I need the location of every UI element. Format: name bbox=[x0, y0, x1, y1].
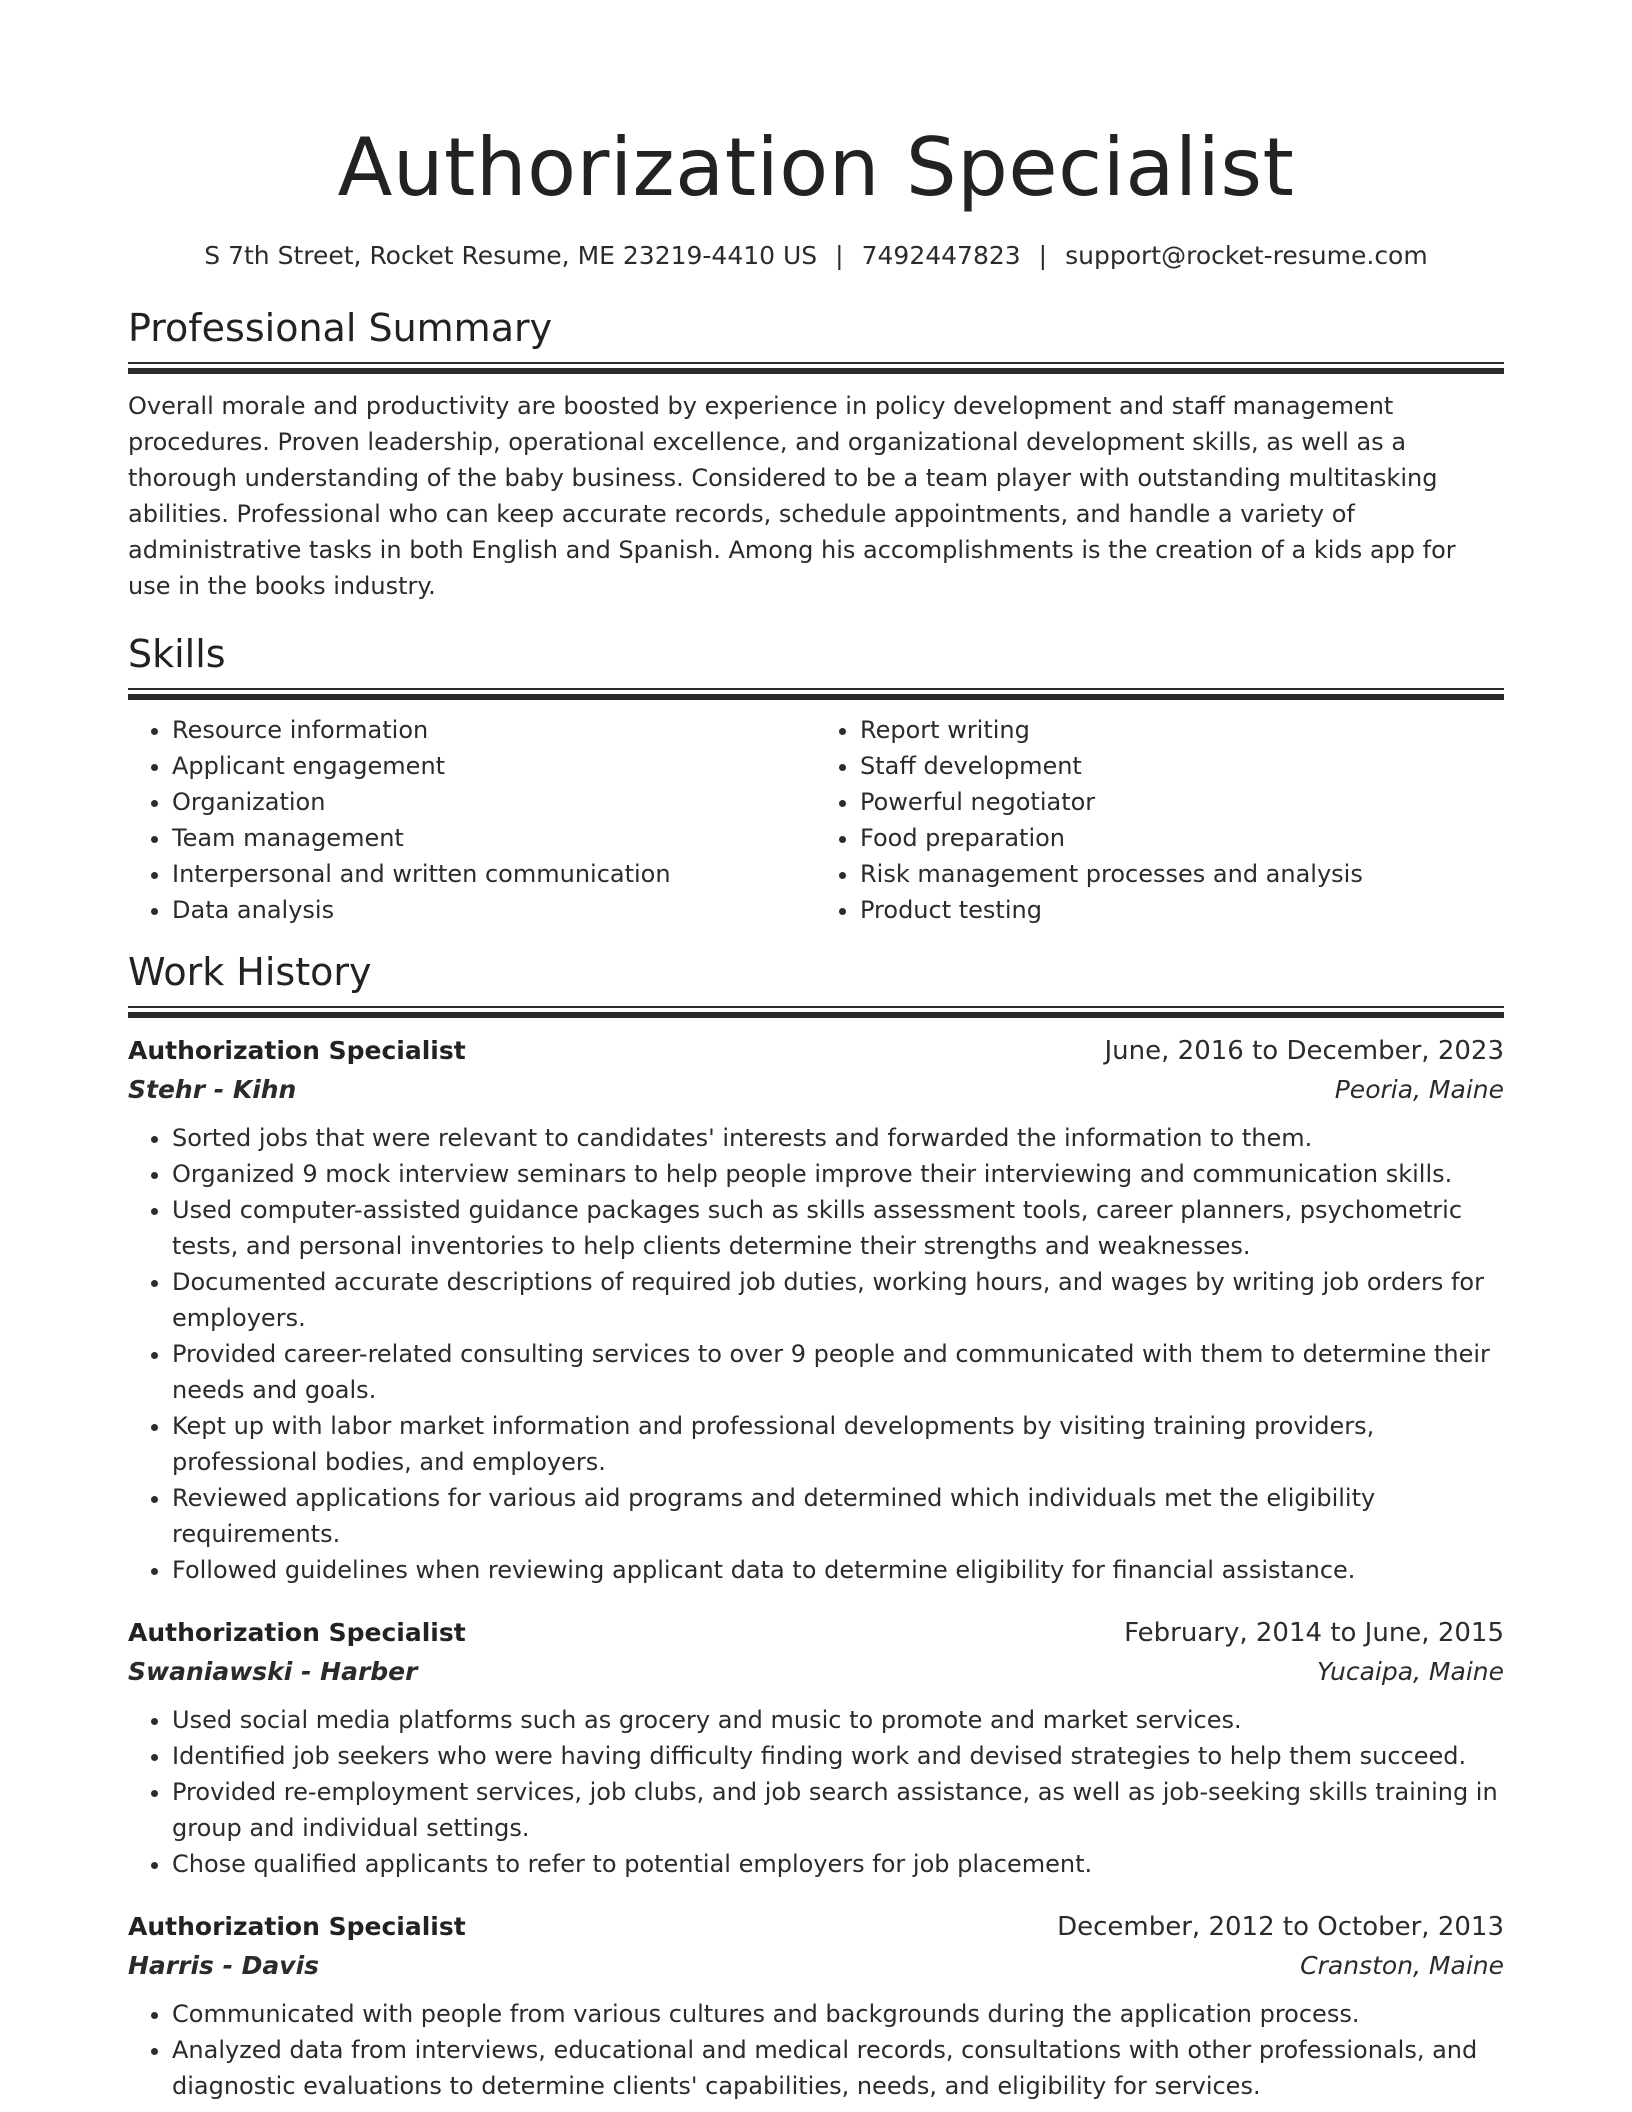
job-bullet: • Followed guidelines when reviewing applicant data to determine eligibility for financial assistance. bbox=[172, 1552, 1504, 1588]
contact-phone: 7492447823 bbox=[861, 241, 1021, 270]
skill-item: • Team management bbox=[172, 820, 816, 856]
job-dates: December, 2012 to October, 2013 bbox=[1057, 1912, 1504, 1942]
job-employer: Harris - Davis bbox=[128, 1951, 320, 1980]
contact-line bbox=[128, 238, 1504, 274]
skill-item: • Risk management processes and analysis bbox=[860, 856, 1504, 892]
skills-list-left bbox=[128, 712, 816, 928]
job-subheader bbox=[128, 1070, 1504, 1110]
job-header bbox=[128, 1032, 1504, 1070]
section-title-summary: Professional Summary bbox=[128, 306, 553, 350]
skills-section bbox=[128, 630, 1504, 928]
job-bullet: • Documented accurate descriptions of required job duties, working hours, and wages by writing job orders for employers. bbox=[172, 1264, 1504, 1336]
job-bullet: • Kept up with labor market information and professional developments by visiting training providers, professional bodies, and employers. bbox=[172, 1408, 1504, 1480]
summary-text: Overall morale and productivity are boosted by experience in policy development and staff management procedures. Proven leadership, operational excellence, and organizational development skills, as well as a thorough understanding of the baby business. Considered to be a team player with outstanding multitasking abilities. Professional who can keep accurate records, schedule appointments, and handle a variety of administrative tasks in both English and Spanish. Among his accomplishments is the creation of a kids app for use in the books industry. bbox=[128, 392, 1456, 600]
skill-item: • Product testing bbox=[860, 892, 1504, 928]
summary-section bbox=[128, 304, 1504, 604]
skill-item: • Staff development bbox=[860, 748, 1504, 784]
job-title: Authorization Specialist bbox=[128, 1036, 466, 1065]
skills-list-right bbox=[816, 712, 1504, 928]
job-bullet: • Provided career-related consulting services to over 9 people and communicated with them to determine their needs and goals. bbox=[172, 1336, 1504, 1408]
contact-email: support@rocket-resume.com bbox=[1065, 241, 1428, 270]
job-bullets bbox=[128, 1120, 1504, 1588]
job-location: Cranston, Maine bbox=[1300, 1951, 1504, 1980]
contact-address: S 7th Street, Rocket Resume, ME 23219-4410 US bbox=[204, 241, 818, 270]
job-bullet: • Communicated with people from various cultures and backgrounds during the application process. bbox=[172, 1996, 1504, 2032]
job-employer: Stehr - Kihn bbox=[128, 1075, 297, 1104]
skill-item: • Organization bbox=[172, 784, 816, 820]
work-history-section bbox=[128, 948, 1504, 2104]
job-header bbox=[128, 1908, 1504, 1946]
skill-item: • Resource information bbox=[172, 712, 816, 748]
job-dates: June, 2016 to December, 2023 bbox=[1104, 1036, 1504, 1066]
job-location: Yucaipa, Maine bbox=[1317, 1657, 1504, 1686]
skill-item: • Food preparation bbox=[860, 820, 1504, 856]
job-bullet: • Used social media platforms such as grocery and music to promote and market services. bbox=[172, 1702, 1504, 1738]
job-bullets bbox=[128, 1702, 1504, 1882]
skill-item: • Report writing bbox=[860, 712, 1504, 748]
job-bullet: • Organized 9 mock interview seminars to help people improve their interviewing and communication skills. bbox=[172, 1156, 1504, 1192]
section-title-skills: Skills bbox=[128, 632, 226, 676]
job-bullet: • Used computer-assisted guidance packages such as skills assessment tools, career planners, psychometric tests, and personal inventories to help clients determine their strengths and weaknesses. bbox=[172, 1192, 1504, 1264]
job-header bbox=[128, 1614, 1504, 1652]
job-location: Peoria, Maine bbox=[1334, 1075, 1504, 1104]
job-bullet: • Analyzed data from interviews, educational and medical records, consultations with other professionals, and diagnostic evaluations to determine clients' capabilities, needs, and eligibility for services. bbox=[172, 2032, 1504, 2104]
job-subheader bbox=[128, 1946, 1504, 1986]
job-bullet: • Sorted jobs that were relevant to candidates' interests and forwarded the information to them. bbox=[172, 1120, 1504, 1156]
job-bullet: • Reviewed applications for various aid programs and determined which individuals met the eligibility requirements. bbox=[172, 1480, 1504, 1552]
job-bullets bbox=[128, 1996, 1504, 2104]
skill-item: • Applicant engagement bbox=[172, 748, 816, 784]
job-title: Authorization Specialist bbox=[128, 1912, 466, 1941]
job-bullet: • Provided re-employment services, job clubs, and job search assistance, as well as job-seeking skills training in group and individual settings. bbox=[172, 1774, 1504, 1846]
job-title: Authorization Specialist bbox=[128, 1618, 466, 1647]
contact-separator: | bbox=[1038, 241, 1048, 270]
skills-columns bbox=[128, 712, 1504, 928]
skill-item: • Data analysis bbox=[172, 892, 816, 928]
section-divider bbox=[128, 1006, 1504, 1018]
skill-item: • Interpersonal and written communication bbox=[172, 856, 816, 892]
job-entry bbox=[128, 1908, 1504, 2104]
job-bullet: • Identified job seekers who were having difficulty finding work and devised strategies to help them succeed. bbox=[172, 1738, 1504, 1774]
job-entry bbox=[128, 1032, 1504, 1588]
job-employer: Swaniawski - Harber bbox=[128, 1657, 418, 1686]
section-divider bbox=[128, 688, 1504, 700]
job-subheader bbox=[128, 1652, 1504, 1692]
section-divider bbox=[128, 362, 1504, 374]
job-dates: February, 2014 to June, 2015 bbox=[1124, 1618, 1504, 1648]
resume-name: Authorization Specialist bbox=[337, 121, 1295, 214]
section-title-work-history: Work History bbox=[128, 950, 372, 994]
job-entry bbox=[128, 1614, 1504, 1882]
contact-separator: | bbox=[835, 241, 844, 270]
job-bullet: • Chose qualified applicants to refer to potential employers for job placement. bbox=[172, 1846, 1504, 1882]
skill-item: • Powerful negotiator bbox=[860, 784, 1504, 820]
